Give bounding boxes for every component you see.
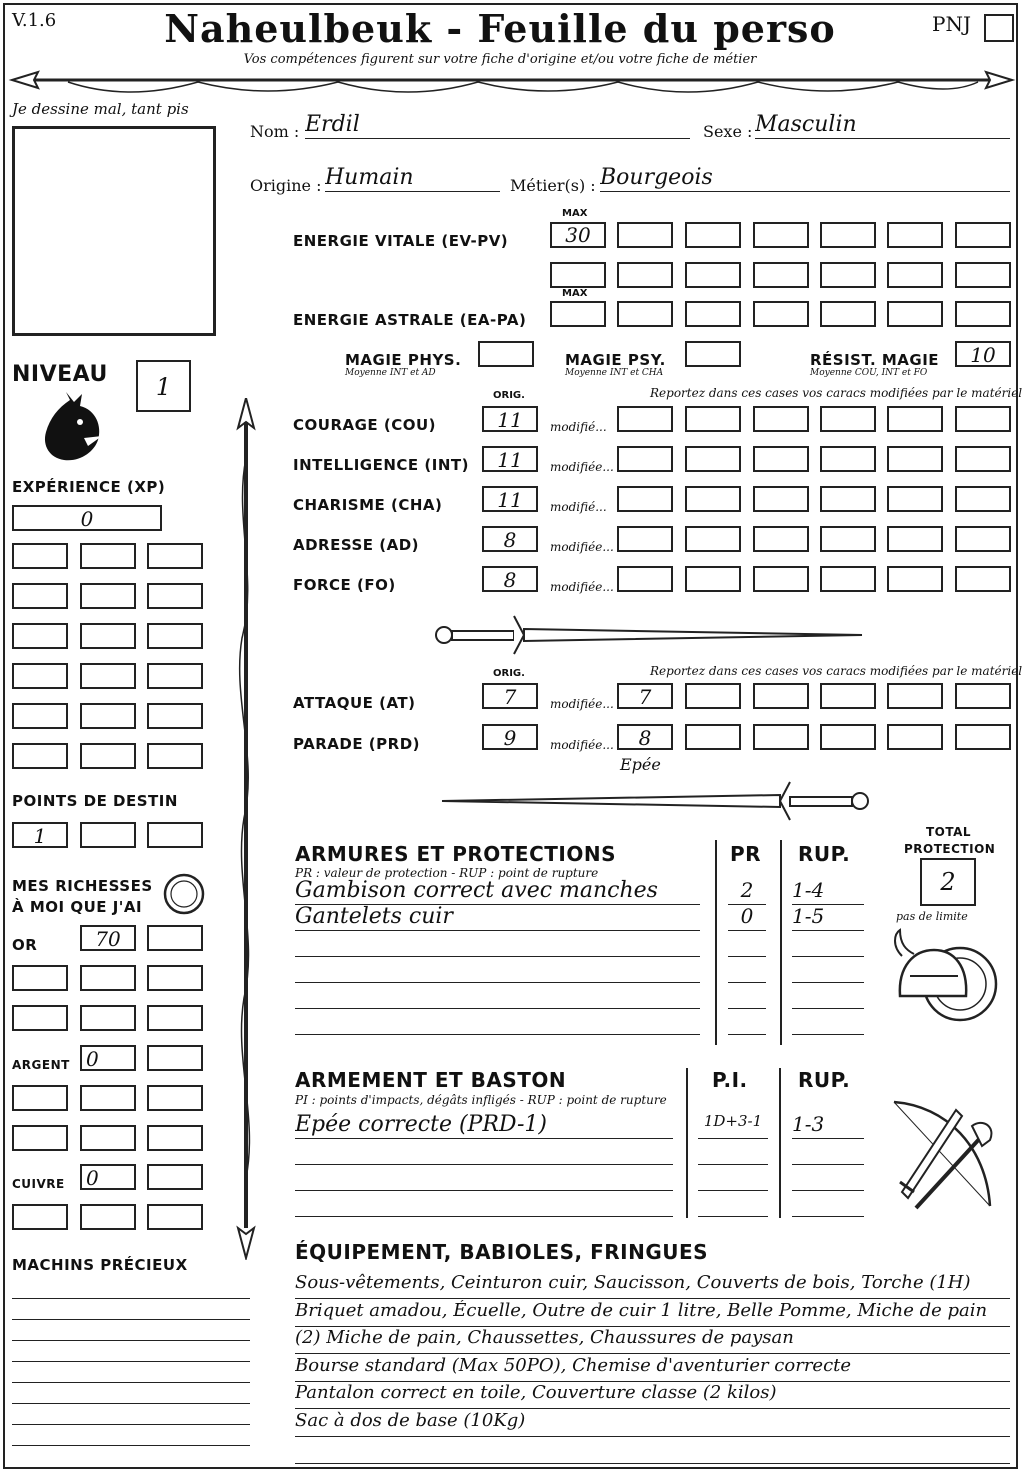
ev-max-field[interactable]: 30 [550,222,606,248]
armure-rup-field[interactable] [792,956,864,983]
xp-box[interactable] [80,623,136,649]
attaque-orig-field[interactable]: 7 [482,683,538,709]
carac-mod-box[interactable] [887,566,943,592]
ea-box[interactable] [887,301,943,327]
carac-mod-box[interactable] [887,526,943,552]
armement-title: ARMEMENT ET BASTON [295,1068,567,1092]
xp-box[interactable] [12,703,68,729]
arme-rup-field[interactable] [792,1190,864,1217]
armure-name-field[interactable] [295,982,700,1009]
ev-box[interactable] [550,262,606,288]
xp-box[interactable] [12,743,68,769]
combat-mod-box[interactable] [820,724,876,750]
attaque-label: ATTAQUE (AT) [293,694,416,712]
ev-box[interactable] [955,262,1011,288]
coin-icon [162,872,206,916]
richesses-label-2: À MOI QUE J'AI [12,898,143,916]
carac-mod-box[interactable] [685,486,741,512]
carac-mod-label: modifié... [550,500,607,514]
destin-field-1[interactable]: 1 [12,822,68,848]
carac-mod-box[interactable] [955,406,1011,432]
carac-mod-box[interactable] [685,446,741,472]
carac-mod-box[interactable] [617,526,673,552]
xp-label: EXPÉRIENCE (XP) [12,478,166,496]
combat-report-note: Reportez dans ces cases vos caracs modifiées par le matériel [650,664,1023,678]
equipement-title: ÉQUIPEMENT, BABIOLES, FRINGUES [295,1240,709,1264]
metier-label: Métier(s) : [510,176,596,195]
magie-psy-label: MAGIE PSY. [565,351,666,369]
carac-label: FORCE (FO) [293,576,396,594]
carac-mod-box[interactable] [753,526,809,552]
pnj-label: PNJ [932,12,971,36]
carac-mod-box[interactable] [820,566,876,592]
armure-rup-field[interactable] [792,930,864,957]
magie-phys-note: Moyenne INT et AD [345,368,436,378]
combat-mod-box[interactable] [887,724,943,750]
version-label: V.1.6 [12,10,57,31]
arme-pi-field[interactable] [698,1138,768,1165]
carac-mod-box[interactable] [887,486,943,512]
sheet-title: Naheulbeuk - Feuille du perso [164,6,836,51]
cuivre-field[interactable]: 0 [80,1164,136,1190]
carac-orig-field[interactable]: 11 [482,486,538,512]
machins-line[interactable] [12,1382,250,1383]
machins-label: MACHINS PRÉCIEUX [12,1256,188,1274]
armement-note: PI : points d'impacts, dégâts infligés - RUP : point de rupture [295,1093,667,1107]
cuivre-box[interactable] [80,1204,136,1230]
ev-box[interactable] [685,262,741,288]
equipement-line[interactable]: Briquet amadou, Écuelle, Outre de cuir 1 litre, Belle Pomme, Miche de pain [295,1300,1010,1327]
armure-name-field[interactable]: Gambison correct avec manches [295,878,700,905]
attaque-mod-field-1[interactable]: 7 [617,683,673,709]
carac-mod-box[interactable] [887,446,943,472]
ev-box[interactable] [617,262,673,288]
or-box[interactable] [12,1005,68,1031]
carac-mod-label: modifié... [550,420,607,434]
attaque-mod-label: modifiée... [550,697,614,711]
total-label-2: PROTECTION [904,842,996,856]
destin-field-2[interactable] [80,822,136,848]
ev-box[interactable] [820,222,876,248]
xp-box[interactable] [12,663,68,689]
or-box[interactable] [147,965,203,991]
parade-mod-field-1[interactable]: 8 [617,724,673,750]
carac-mod-box[interactable] [753,446,809,472]
carac-label: COURAGE (COU) [293,416,437,434]
weapon-note: Epée [620,755,661,774]
armure-pr-field[interactable]: 0 [728,904,766,931]
carac-mod-box[interactable] [685,566,741,592]
carac-mod-box[interactable] [820,446,876,472]
combat-mod-box[interactable] [820,683,876,709]
arme-name-field[interactable]: Epée correcte (PRD-1) [295,1112,673,1139]
armure-name-field[interactable] [295,930,700,957]
equipement-line[interactable]: Bourse standard (Max 50PO), Chemise d'aventurier correcte [295,1355,1010,1382]
ev-box[interactable] [753,262,809,288]
carac-label: ADRESSE (AD) [293,536,420,554]
machins-line[interactable] [12,1340,250,1341]
combat-orig-label: ORIG. [493,668,525,679]
xp-box[interactable] [12,543,68,569]
armure-pr-field[interactable] [728,930,766,957]
armure-pr-field[interactable]: 2 [728,878,766,905]
or-box[interactable] [147,925,203,951]
carac-mod-box[interactable] [887,406,943,432]
or-box[interactable] [12,965,68,991]
armement-rup-label: RUP. [798,1068,851,1092]
combat-mod-box[interactable] [685,724,741,750]
total-label-1: TOTAL [926,825,972,839]
sheet-subtitle: Vos compétences figurent sur votre fiche d'origine et/ou votre fiche de métier [243,52,757,67]
equipement-line[interactable]: Sac à dos de base (10Kg) [295,1410,1010,1437]
ea-max-label: MAX [562,288,588,299]
armures-divider [780,840,782,1045]
argent-label: ARGENT [12,1058,70,1072]
carac-mod-box[interactable] [617,566,673,592]
argent-box[interactable] [12,1085,68,1111]
portrait-box[interactable] [12,126,216,336]
xp-box[interactable] [80,663,136,689]
ev-box[interactable] [820,262,876,288]
combat-mod-box[interactable] [955,724,1011,750]
portrait-caption: Je dessine mal, tant pis [12,100,189,118]
carac-mod-box[interactable] [955,446,1011,472]
carac-mod-box[interactable] [685,406,741,432]
armures-pr-label: PR [730,842,762,866]
machins-line[interactable] [12,1361,250,1362]
magie-psy-field[interactable] [685,341,741,367]
xp-box[interactable] [147,663,203,689]
cuivre-label: CUIVRE [12,1177,65,1191]
destin-label: POINTS DE DESTIN [12,792,178,810]
armure-pr-field[interactable] [728,956,766,983]
sexe-label: Sexe : [703,122,753,141]
nom-field[interactable]: Erdil [305,112,690,139]
xp-box[interactable] [147,623,203,649]
arme-pi-field[interactable]: 1D+3-1 [698,1112,768,1139]
ev-box[interactable] [955,222,1011,248]
carac-mod-box[interactable] [955,486,1011,512]
combat-mod-box[interactable] [887,683,943,709]
armures-divider [715,840,717,1045]
carac-mod-box[interactable] [685,526,741,552]
dragon-icon [40,392,106,464]
xp-box[interactable] [147,743,203,769]
xp-box[interactable] [80,543,136,569]
carac-mod-label: modifiée... [550,460,614,474]
arme-rup-field[interactable]: 1-3 [792,1112,864,1139]
or-box[interactable] [80,1005,136,1031]
caracs-orig-label: ORIG. [493,390,525,401]
ea-label: ENERGIE ASTRALE (EA-PA) [293,311,527,329]
vertical-spear-icon [228,398,264,1260]
arme-rup-field[interactable] [792,1164,864,1191]
machins-line[interactable] [12,1298,250,1299]
cuivre-box[interactable] [147,1164,203,1190]
niveau-label: NIVEAU [12,362,108,387]
helmet-shield-icon [888,926,1000,1036]
or-label: OR [12,936,38,954]
sexe-field[interactable]: Masculin [755,112,1010,139]
carac-mod-box[interactable] [955,526,1011,552]
armure-rup-field[interactable]: 1-5 [792,904,864,931]
ea-box[interactable] [753,301,809,327]
argent-field[interactable]: 0 [80,1045,136,1071]
carac-mod-box[interactable] [820,486,876,512]
combat-mod-box[interactable] [685,683,741,709]
carac-mod-box[interactable] [753,406,809,432]
parade-label: PARADE (PRD) [293,735,421,753]
ea-box[interactable] [617,301,673,327]
machins-line[interactable] [12,1319,250,1320]
carac-orig-field[interactable]: 11 [482,406,538,432]
total-protection-field[interactable]: 2 [920,858,976,906]
equipement-line[interactable]: Pantalon correct en toile, Couverture classe (2 kilos) [295,1382,1010,1409]
argent-box[interactable] [147,1045,203,1071]
armure-name-field[interactable] [295,1008,700,1035]
armure-pr-field[interactable] [728,1008,766,1035]
magie-psy-note: Moyenne INT et CHA [565,368,664,378]
or-box[interactable] [80,965,136,991]
carac-mod-label: modifiée... [550,580,614,594]
argent-box[interactable] [147,1085,203,1111]
nom-label: Nom : [250,122,300,141]
machins-line[interactable] [12,1424,250,1425]
ev-box[interactable] [887,262,943,288]
origine-label: Origine : [250,176,322,195]
xp-field[interactable]: 0 [12,505,162,531]
combat-mod-box[interactable] [955,683,1011,709]
sword-icon [432,778,872,824]
or-box[interactable] [147,1005,203,1031]
armement-divider [779,1068,781,1218]
combat-mod-box[interactable] [753,683,809,709]
xp-box[interactable] [80,583,136,609]
carac-orig-field[interactable]: 8 [482,526,538,552]
xp-box[interactable] [147,583,203,609]
magie-phys-label: MAGIE PHYS. [345,351,462,369]
arme-pi-field[interactable] [698,1190,768,1217]
arme-name-field[interactable] [295,1190,673,1217]
argent-box[interactable] [147,1125,203,1151]
arme-name-field[interactable] [295,1164,673,1191]
armure-pr-field[interactable] [728,982,766,1009]
origine-field[interactable]: Humain [325,165,500,192]
ev-box[interactable] [685,222,741,248]
combat-mod-box[interactable] [753,724,809,750]
carac-mod-box[interactable] [617,446,673,472]
armement-pi-label: P.I. [712,1068,748,1092]
richesses-label-1: MES RICHESSES [12,877,153,895]
total-note: pas de limite [896,910,968,923]
ea-box[interactable] [955,301,1011,327]
xp-box[interactable] [12,583,68,609]
ea-box[interactable] [820,301,876,327]
argent-box[interactable] [80,1085,136,1111]
armures-rup-label: RUP. [798,842,851,866]
armure-name-field[interactable]: Gantelets cuir [295,904,700,931]
resist-magie-label: RÉSIST. MAGIE [810,351,940,369]
carac-label: CHARISME (CHA) [293,496,443,514]
carac-mod-box[interactable] [617,406,673,432]
destin-field-3[interactable] [147,822,203,848]
carac-label: INTELLIGENCE (INT) [293,456,469,474]
metier-field[interactable]: Bourgeois [600,165,1010,192]
carac-orig-field[interactable]: 11 [482,446,538,472]
ea-box[interactable] [685,301,741,327]
arme-name-field[interactable] [295,1138,673,1165]
carac-mod-label: modifiée... [550,540,614,554]
caracs-report-note: Reportez dans ces cases vos caracs modifiées par le matériel [650,386,1023,400]
parade-mod-label: modifiée... [550,738,614,752]
xp-box[interactable] [147,703,203,729]
resist-magie-note: Moyenne COU, INT et FO [810,368,928,378]
machins-line[interactable] [12,1445,250,1446]
arme-pi-field[interactable] [698,1164,768,1191]
cuivre-box[interactable] [147,1204,203,1230]
carac-mod-box[interactable] [820,526,876,552]
arme-rup-field[interactable] [792,1138,864,1165]
sword-icon [432,612,872,658]
ev-max-label: MAX [562,208,588,219]
equipement-line[interactable] [295,1437,1010,1464]
xp-box[interactable] [147,543,203,569]
armures-note: PR : valeur de protection - RUP : point de rupture [295,866,599,880]
resist-magie-field[interactable]: 10 [955,341,1011,367]
armure-name-field[interactable] [295,956,700,983]
carac-mod-box[interactable] [617,486,673,512]
armure-rup-field[interactable] [792,1008,864,1035]
equipement-line[interactable]: (2) Miche de pain, Chaussettes, Chaussures de paysan [295,1327,1010,1354]
carac-mod-box[interactable] [820,406,876,432]
armement-divider [686,1068,688,1218]
machins-line[interactable] [12,1403,250,1404]
cuivre-box[interactable] [12,1204,68,1230]
magie-phys-field[interactable] [478,341,534,367]
equipement-line[interactable]: Sous-vêtements, Ceinturon cuir, Saucisson, Couverts de bois, Torche (1H) [295,1272,1010,1299]
parade-orig-field[interactable]: 9 [482,724,538,750]
argent-box[interactable] [12,1125,68,1151]
niveau-field[interactable]: 1 [136,360,191,412]
ea-max-field[interactable] [550,301,606,327]
armure-rup-field[interactable]: 1-4 [792,878,864,905]
weapons-icon [886,1096,1006,1216]
xp-box[interactable] [80,703,136,729]
armure-rup-field[interactable] [792,982,864,1009]
argent-box[interactable] [80,1125,136,1151]
carac-mod-box[interactable] [753,486,809,512]
ev-box[interactable] [753,222,809,248]
carac-mod-box[interactable] [955,566,1011,592]
carac-orig-field[interactable]: 8 [482,566,538,592]
pnj-checkbox[interactable] [984,14,1014,42]
carac-mod-box[interactable] [753,566,809,592]
ev-box[interactable] [617,222,673,248]
ev-box[interactable] [887,222,943,248]
armures-title: ARMURES ET PROTECTIONS [295,842,616,866]
or-field[interactable]: 70 [80,925,136,951]
xp-box[interactable] [80,743,136,769]
xp-box[interactable] [12,623,68,649]
ev-label: ENERGIE VITALE (EV-PV) [293,232,509,250]
